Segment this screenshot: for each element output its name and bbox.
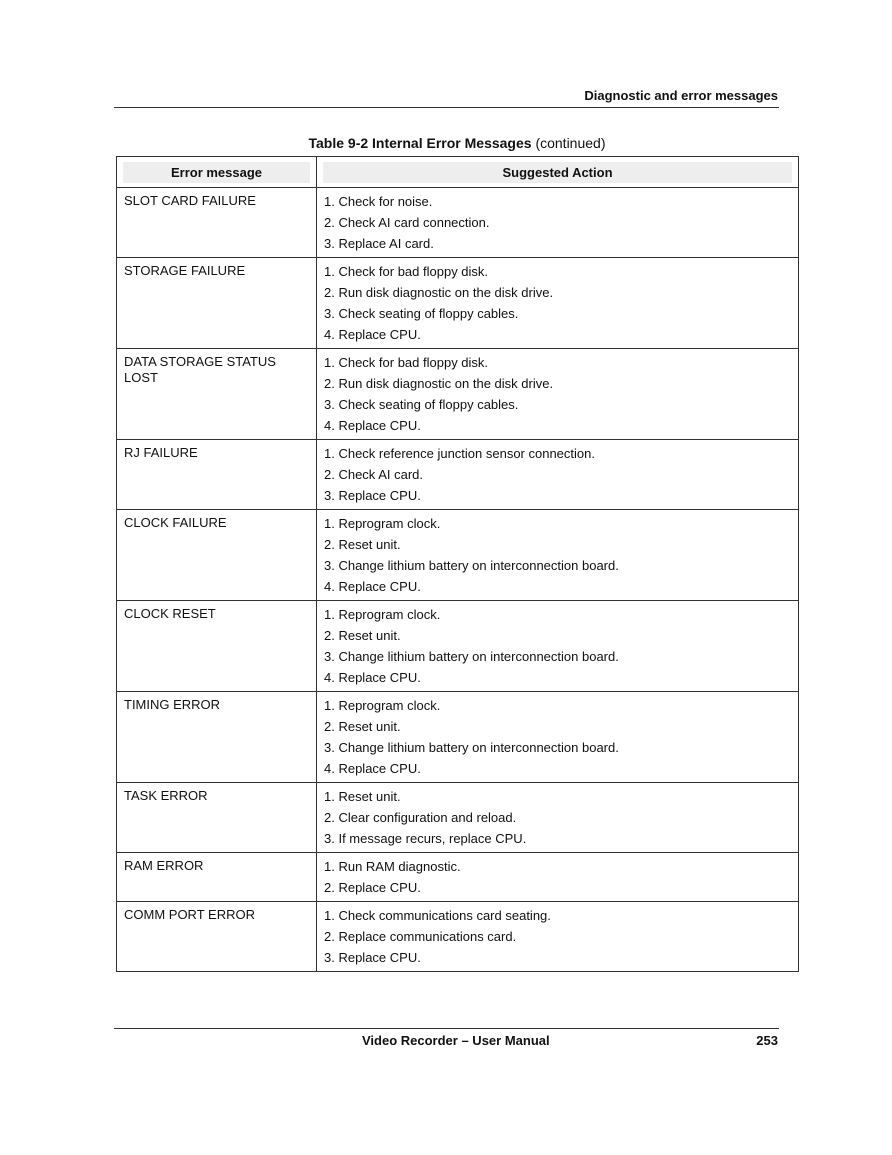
action-step: 1. Check for noise. <box>324 194 433 209</box>
table-caption-continued: (continued) <box>531 135 606 151</box>
action-step: 4. Replace CPU. <box>324 670 421 685</box>
action-step: 2. Reset unit. <box>324 537 401 552</box>
action-step: 2. Clear configuration and reload. <box>324 810 517 825</box>
action-step: 1. Reset unit. <box>324 789 401 804</box>
error-message-cell: CLOCK FAILURE <box>117 510 317 601</box>
action-step: 4. Replace CPU. <box>324 761 421 776</box>
suggested-action-cell <box>317 601 799 692</box>
action-step: 1. Reprogram clock. <box>324 607 441 622</box>
table-caption <box>116 135 798 151</box>
error-message-cell: STORAGE FAILURE <box>117 258 317 349</box>
suggested-action-cell <box>317 692 799 783</box>
action-step: 1. Check reference junction sensor connection. <box>324 446 595 461</box>
action-step: 3. Replace AI card. <box>324 236 434 251</box>
action-step: 1. Reprogram clock. <box>324 516 441 531</box>
table-header-row <box>117 157 799 188</box>
table-row <box>117 692 799 783</box>
table-row <box>117 349 799 440</box>
table-row <box>117 601 799 692</box>
table-row <box>117 853 799 902</box>
action-step: 4. Replace CPU. <box>324 327 421 342</box>
action-step: 1. Reprogram clock. <box>324 698 441 713</box>
action-step: 2. Reset unit. <box>324 719 401 734</box>
error-message-cell: RJ FAILURE <box>117 440 317 510</box>
action-step: 2. Reset unit. <box>324 628 401 643</box>
suggested-action-cell <box>317 258 799 349</box>
action-step: 3. If message recurs, replace CPU. <box>324 831 527 846</box>
footer-rule <box>114 1028 779 1029</box>
column-header-suggested-action: Suggested Action <box>317 157 799 188</box>
action-step: 2. Replace CPU. <box>324 880 421 895</box>
action-step: 3. Replace CPU. <box>324 488 421 503</box>
action-step: 2. Check AI card. <box>324 467 423 482</box>
table-row <box>117 902 799 972</box>
suggested-action-cell <box>317 902 799 972</box>
table-row <box>117 783 799 853</box>
action-step: 4. Replace CPU. <box>324 579 421 594</box>
action-step: 2. Replace communications card. <box>324 929 517 944</box>
error-message-cell: TIMING ERROR <box>117 692 317 783</box>
action-step: 1. Check for bad floppy disk. <box>324 355 489 370</box>
table-body <box>117 188 799 972</box>
action-step: 3. Change lithium battery on interconnection board. <box>324 740 619 755</box>
action-step: 2. Run disk diagnostic on the disk drive. <box>324 376 554 391</box>
error-message-cell: RAM ERROR <box>117 853 317 902</box>
suggested-action-cell <box>317 349 799 440</box>
column-header-error-message: Error message <box>117 157 317 188</box>
table-caption-title: Table 9-2 Internal Error Messages <box>308 135 532 151</box>
table-row <box>117 258 799 349</box>
suggested-action-cell <box>317 440 799 510</box>
error-messages-table <box>116 156 799 972</box>
error-message-cell: DATA STORAGE STATUS LOST <box>117 349 317 440</box>
action-step: 3. Check seating of floppy cables. <box>324 397 519 412</box>
footer-title: Video Recorder – User Manual <box>362 1033 550 1048</box>
action-step: 3. Replace CPU. <box>324 950 421 965</box>
suggested-action-cell <box>317 783 799 853</box>
error-message-cell: CLOCK RESET <box>117 601 317 692</box>
table-row <box>117 188 799 258</box>
action-step: 1. Check communications card seating. <box>324 908 551 923</box>
error-message-cell: TASK ERROR <box>117 783 317 853</box>
action-step: 4. Replace CPU. <box>324 418 421 433</box>
error-message-cell: SLOT CARD FAILURE <box>117 188 317 258</box>
suggested-action-cell <box>317 510 799 601</box>
action-step: 3. Change lithium battery on interconnection board. <box>324 649 619 664</box>
error-message-cell: COMM PORT ERROR <box>117 902 317 972</box>
action-step: 1. Run RAM diagnostic. <box>324 859 461 874</box>
running-header: Diagnostic and error messages <box>584 88 778 103</box>
action-step: 3. Change lithium battery on interconnection board. <box>324 558 619 573</box>
page-number: 253 <box>756 1033 778 1048</box>
action-step: 2. Check AI card connection. <box>324 215 490 230</box>
table-row <box>117 510 799 601</box>
header-rule <box>114 107 779 108</box>
suggested-action-cell <box>317 188 799 258</box>
table-row <box>117 440 799 510</box>
action-step: 1. Check for bad floppy disk. <box>324 264 489 279</box>
action-step: 3. Check seating of floppy cables. <box>324 306 519 321</box>
suggested-action-cell <box>317 853 799 902</box>
action-step: 2. Run disk diagnostic on the disk drive. <box>324 285 554 300</box>
